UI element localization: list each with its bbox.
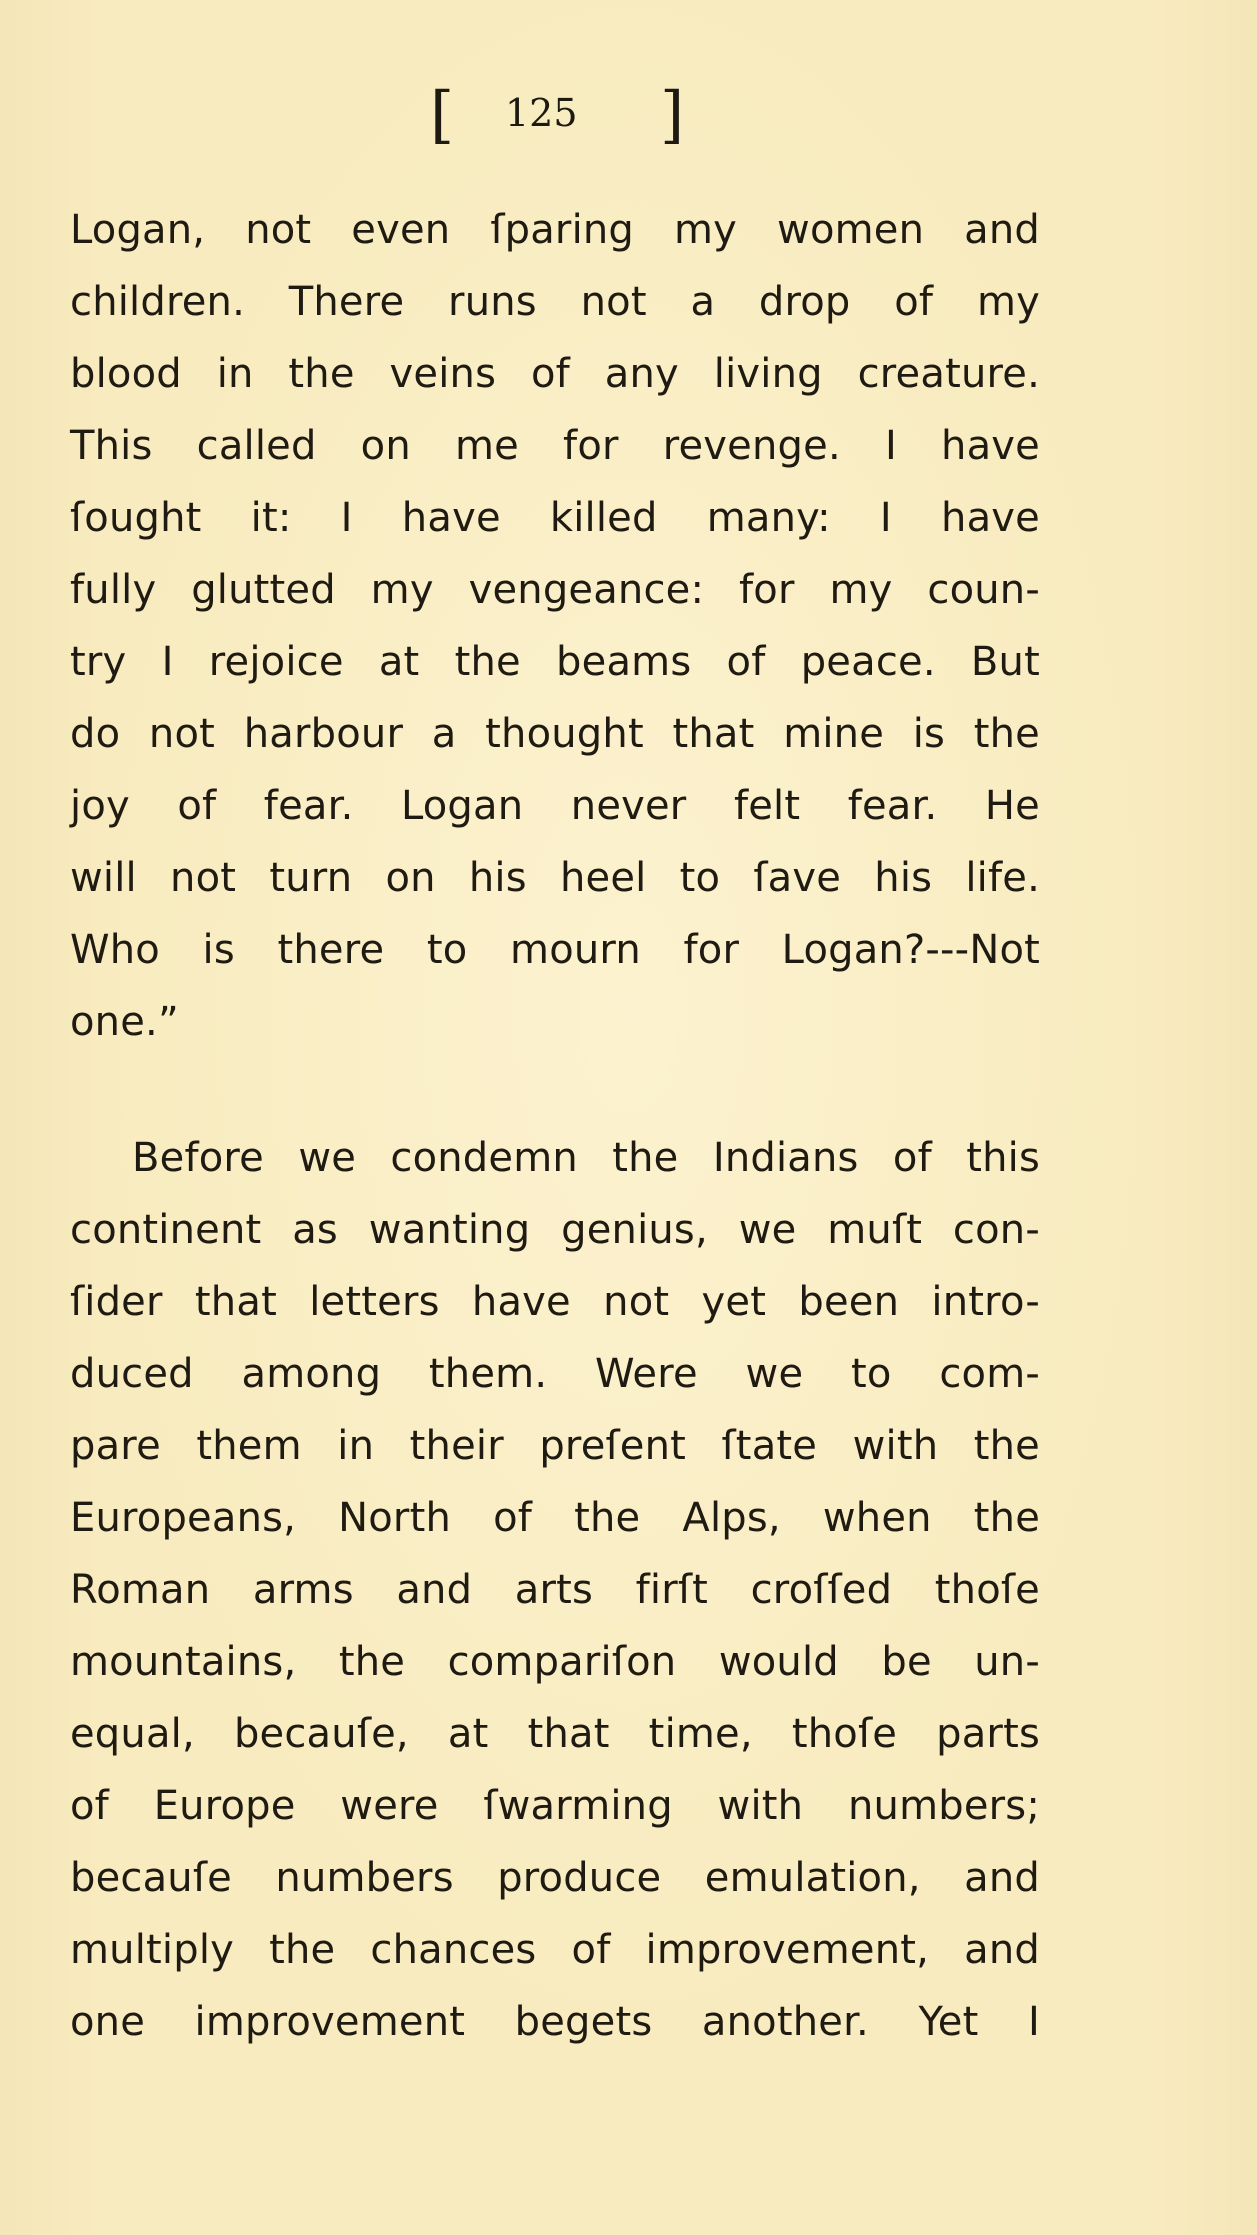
text-line: one improvement begets another. Yet I bbox=[70, 1999, 1040, 2045]
text-line: multiply the chances of improvement, and bbox=[70, 1927, 1040, 1973]
text-line: blood in the veins of any living creature. bbox=[70, 351, 1040, 397]
body-text bbox=[70, 194, 1040, 2058]
text-line: duced among them. Were we to com- bbox=[70, 1351, 1040, 1397]
text-line: Before we condemn the Indians of this bbox=[132, 1135, 1040, 1181]
text-line: joy of fear. Logan never felt fear. He bbox=[70, 783, 1040, 829]
left-bracket: [ bbox=[430, 78, 455, 151]
text-line: This called on me for revenge. I have bbox=[70, 423, 1040, 469]
text-line: Roman arms and arts firſt croſſed thoſe bbox=[70, 1567, 1040, 1613]
text-line: try I rejoice at the beams of peace. But bbox=[70, 639, 1040, 685]
page-number: 125 bbox=[505, 91, 578, 135]
text-line: children. There runs not a drop of my bbox=[70, 279, 1040, 325]
text-line: ſought it: I have killed many: I have bbox=[70, 495, 1040, 541]
text-line: Who is there to mourn for Logan?---Not bbox=[70, 927, 1040, 973]
paragraph-2 bbox=[70, 1122, 1040, 2058]
text-line: fully glutted my vengeance: for my coun- bbox=[70, 567, 1040, 613]
text-line: Logan, not even ſparing my women and bbox=[70, 207, 1040, 253]
right-bracket: ] bbox=[660, 78, 685, 151]
text-line: equal, becauſe, at that time, thoſe parts bbox=[70, 1711, 1040, 1757]
text-line: continent as wanting genius, we muſt con- bbox=[70, 1207, 1040, 1253]
text-line: ſider that letters have not yet been intro- bbox=[70, 1279, 1040, 1325]
text-line: pare them in their preſent ſtate with the bbox=[70, 1423, 1040, 1469]
text-line: mountains, the compariſon would be un- bbox=[70, 1639, 1040, 1685]
paragraph-1 bbox=[70, 194, 1040, 1058]
text-line: Europeans, North of the Alps, when the bbox=[70, 1495, 1040, 1541]
text-line: one.” bbox=[70, 999, 179, 1045]
text-line: will not turn on his heel to ſave his life. bbox=[70, 855, 1040, 901]
paragraph-gap bbox=[70, 1058, 1040, 1122]
page-header bbox=[0, 80, 1257, 150]
text-line: do not harbour a thought that mine is the bbox=[70, 711, 1040, 757]
text-line: becauſe numbers produce emulation, and bbox=[70, 1855, 1040, 1901]
text-line: of Europe were ſwarming with numbers; bbox=[70, 1783, 1040, 1829]
